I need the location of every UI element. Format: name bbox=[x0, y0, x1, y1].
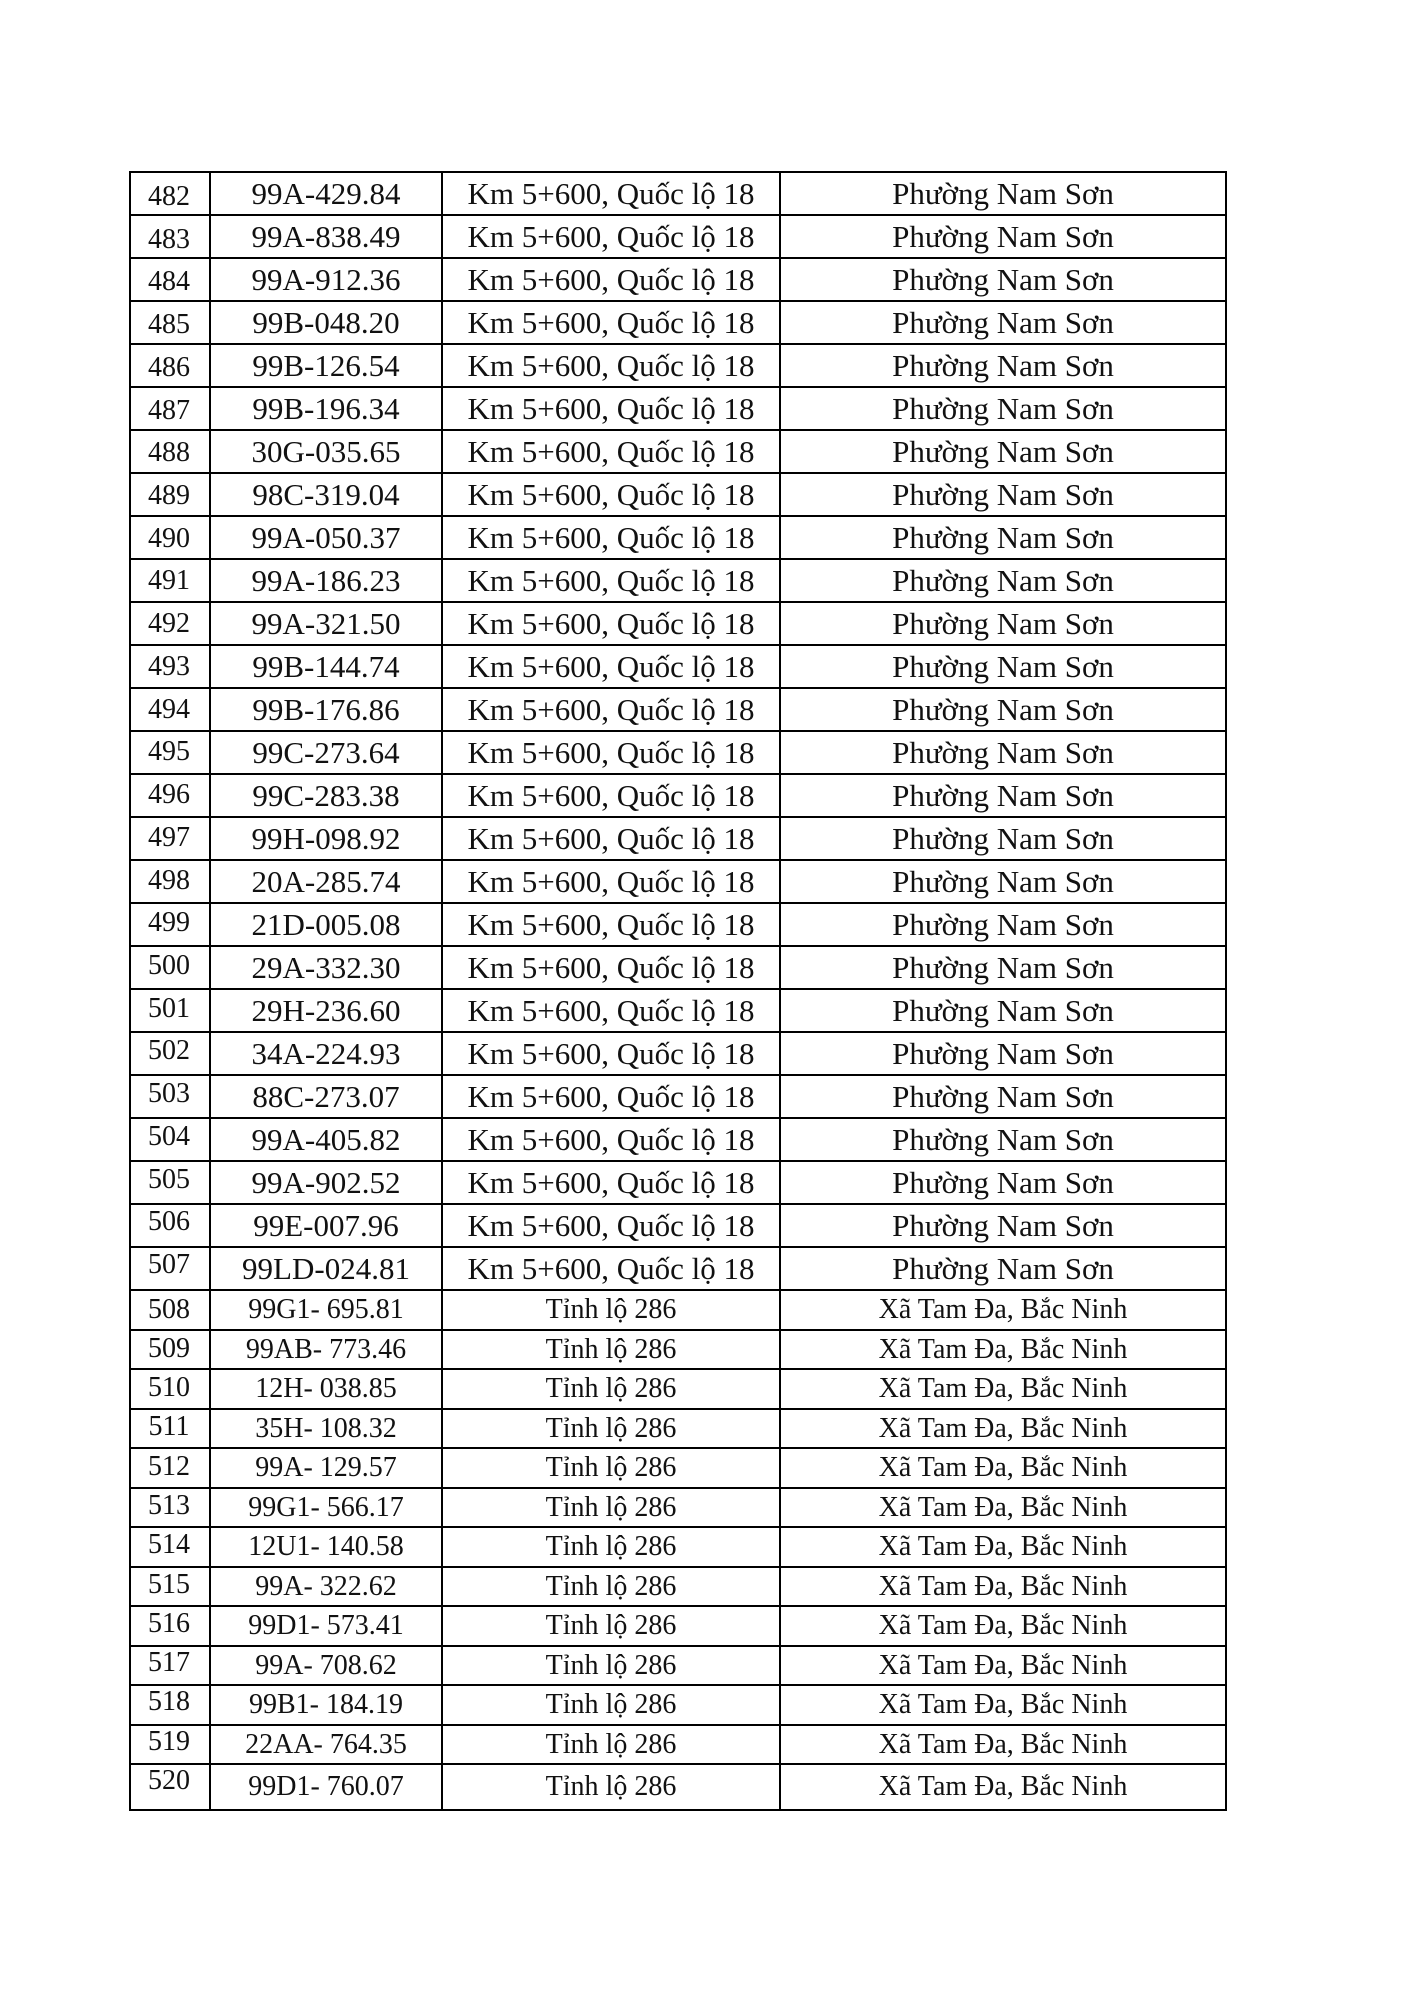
area-cell: Phường Nam Sơn bbox=[892, 390, 1114, 426]
area-cell: Xã Tam Đa, Bắc Ninh bbox=[878, 1571, 1128, 1602]
row-number-cell: 495 bbox=[148, 736, 190, 767]
plate-number-cell: 99A-050.37 bbox=[251, 519, 401, 555]
area-cell: Xã Tam Đa, Bắc Ninh bbox=[878, 1452, 1128, 1483]
row-number-cell: 483 bbox=[148, 224, 190, 255]
table-row-border bbox=[129, 1809, 1227, 1811]
area-cell: Xã Tam Đa, Bắc Ninh bbox=[878, 1771, 1128, 1802]
location-cell: Km 5+600, Quốc lộ 18 bbox=[467, 304, 755, 340]
location-cell: Km 5+600, Quốc lộ 18 bbox=[467, 949, 755, 985]
area-cell: Xã Tam Đa, Bắc Ninh bbox=[878, 1531, 1128, 1562]
plate-number-cell: 99A-321.50 bbox=[251, 605, 401, 641]
location-cell: Tỉnh lộ 286 bbox=[545, 1689, 677, 1720]
row-number-cell: 503 bbox=[148, 1078, 190, 1109]
row-number-cell: 513 bbox=[148, 1490, 190, 1521]
row-number-cell: 492 bbox=[148, 608, 190, 639]
area-cell: Phường Nam Sơn bbox=[892, 562, 1114, 598]
area-cell: Xã Tam Đa, Bắc Ninh bbox=[878, 1729, 1128, 1760]
area-cell: Phường Nam Sơn bbox=[892, 906, 1114, 942]
row-number-cell: 520 bbox=[148, 1765, 190, 1796]
plate-number-cell: 99H-098.92 bbox=[251, 820, 401, 856]
row-number-cell: 507 bbox=[148, 1249, 190, 1280]
row-number-cell: 514 bbox=[148, 1529, 190, 1560]
area-cell: Phường Nam Sơn bbox=[892, 1164, 1114, 1200]
plate-number-cell: 99G1- 695.81 bbox=[248, 1294, 404, 1325]
plate-number-cell: 99B-196.34 bbox=[252, 390, 400, 426]
row-number-cell: 484 bbox=[148, 266, 190, 297]
location-cell: Km 5+600, Quốc lộ 18 bbox=[467, 1164, 755, 1200]
area-cell: Phường Nam Sơn bbox=[892, 218, 1114, 254]
location-cell: Km 5+600, Quốc lộ 18 bbox=[467, 906, 755, 942]
row-number-cell: 511 bbox=[148, 1411, 190, 1442]
area-cell: Phường Nam Sơn bbox=[892, 605, 1114, 641]
area-cell: Xã Tam Đa, Bắc Ninh bbox=[878, 1610, 1128, 1641]
area-cell: Phường Nam Sơn bbox=[892, 519, 1114, 555]
row-number-cell: 498 bbox=[148, 865, 190, 896]
plate-number-cell: 99LD-024.81 bbox=[242, 1250, 410, 1286]
area-cell: Xã Tam Đa, Bắc Ninh bbox=[878, 1334, 1128, 1365]
row-number-cell: 519 bbox=[148, 1726, 190, 1757]
plate-number-cell: 99A-405.82 bbox=[251, 1121, 401, 1157]
plate-number-cell: 34A-224.93 bbox=[251, 1035, 401, 1071]
row-number-cell: 506 bbox=[148, 1206, 190, 1237]
plate-number-cell: 99A-912.36 bbox=[251, 261, 401, 297]
plate-number-cell: 99A-838.49 bbox=[251, 218, 401, 254]
location-cell: Tỉnh lộ 286 bbox=[545, 1413, 677, 1444]
row-number-cell: 493 bbox=[148, 651, 190, 682]
location-cell: Km 5+600, Quốc lộ 18 bbox=[467, 992, 755, 1028]
area-cell: Phường Nam Sơn bbox=[892, 992, 1114, 1028]
plate-number-cell: 99A- 322.62 bbox=[255, 1571, 397, 1602]
location-cell: Tỉnh lộ 286 bbox=[545, 1610, 677, 1641]
row-number-cell: 485 bbox=[148, 309, 190, 340]
location-cell: Km 5+600, Quốc lộ 18 bbox=[467, 261, 755, 297]
location-cell: Km 5+600, Quốc lộ 18 bbox=[467, 1207, 755, 1243]
plate-number-cell: 29A-332.30 bbox=[251, 949, 401, 985]
location-cell: Tỉnh lộ 286 bbox=[545, 1334, 677, 1365]
plate-number-cell: 35H- 108.32 bbox=[255, 1413, 397, 1444]
area-cell: Phường Nam Sơn bbox=[892, 476, 1114, 512]
area-cell: Phường Nam Sơn bbox=[892, 691, 1114, 727]
area-cell: Phường Nam Sơn bbox=[892, 175, 1114, 211]
plate-number-cell: 99D1- 573.41 bbox=[248, 1610, 404, 1641]
area-cell: Phường Nam Sơn bbox=[892, 949, 1114, 985]
row-number-cell: 496 bbox=[148, 779, 190, 810]
plate-number-cell: 88C-273.07 bbox=[252, 1078, 400, 1114]
row-number-cell: 497 bbox=[148, 822, 190, 853]
area-cell: Phường Nam Sơn bbox=[892, 820, 1114, 856]
area-cell: Xã Tam Đa, Bắc Ninh bbox=[878, 1294, 1128, 1325]
row-number-cell: 518 bbox=[148, 1686, 190, 1717]
location-cell: Km 5+600, Quốc lộ 18 bbox=[467, 390, 755, 426]
plate-number-cell: 30G-035.65 bbox=[251, 433, 401, 469]
row-number-cell: 515 bbox=[148, 1569, 190, 1600]
area-cell: Phường Nam Sơn bbox=[892, 347, 1114, 383]
location-cell: Km 5+600, Quốc lộ 18 bbox=[467, 218, 755, 254]
location-cell: Tỉnh lộ 286 bbox=[545, 1492, 677, 1523]
row-number-cell: 486 bbox=[148, 352, 190, 383]
row-number-cell: 500 bbox=[148, 950, 190, 981]
location-cell: Km 5+600, Quốc lộ 18 bbox=[467, 863, 755, 899]
area-cell: Phường Nam Sơn bbox=[892, 863, 1114, 899]
location-cell: Km 5+600, Quốc lộ 18 bbox=[467, 1078, 755, 1114]
area-cell: Phường Nam Sơn bbox=[892, 1250, 1114, 1286]
row-number-cell: 494 bbox=[148, 694, 190, 725]
plate-number-cell: 21D-005.08 bbox=[251, 906, 401, 942]
location-cell: Tỉnh lộ 286 bbox=[545, 1373, 677, 1404]
area-cell: Phường Nam Sơn bbox=[892, 261, 1114, 297]
plate-number-cell: 99B-048.20 bbox=[252, 304, 400, 340]
plate-number-cell: 99E-007.96 bbox=[253, 1207, 399, 1243]
plate-number-cell: 98C-319.04 bbox=[252, 476, 400, 512]
plate-number-cell: 99B-144.74 bbox=[252, 648, 400, 684]
area-cell: Phường Nam Sơn bbox=[892, 304, 1114, 340]
area-cell: Xã Tam Đa, Bắc Ninh bbox=[878, 1689, 1128, 1720]
location-cell: Km 5+600, Quốc lộ 18 bbox=[467, 820, 755, 856]
row-number-cell: 501 bbox=[148, 993, 190, 1024]
area-cell: Xã Tam Đa, Bắc Ninh bbox=[878, 1413, 1128, 1444]
area-cell: Phường Nam Sơn bbox=[892, 734, 1114, 770]
plate-number-cell: 99B-126.54 bbox=[252, 347, 400, 383]
plate-number-cell: 12H- 038.85 bbox=[255, 1373, 397, 1404]
plate-number-cell: 99B-176.86 bbox=[252, 691, 400, 727]
location-cell: Km 5+600, Quốc lộ 18 bbox=[467, 175, 755, 211]
location-cell: Km 5+600, Quốc lộ 18 bbox=[467, 347, 755, 383]
violations-table bbox=[129, 171, 1227, 1811]
plate-number-cell: 99A- 129.57 bbox=[255, 1452, 397, 1483]
plate-number-cell: 99A-902.52 bbox=[251, 1164, 401, 1200]
area-cell: Phường Nam Sơn bbox=[892, 648, 1114, 684]
row-number-cell: 504 bbox=[148, 1121, 190, 1152]
plate-number-cell: 99A- 708.62 bbox=[255, 1650, 397, 1681]
plate-number-cell: 99C-283.38 bbox=[252, 777, 400, 813]
location-cell: Tỉnh lộ 286 bbox=[545, 1571, 677, 1602]
plate-number-cell: 99A-429.84 bbox=[251, 175, 401, 211]
row-number-cell: 499 bbox=[148, 907, 190, 938]
row-number-cell: 508 bbox=[148, 1294, 190, 1325]
area-cell: Phường Nam Sơn bbox=[892, 777, 1114, 813]
row-number-cell: 505 bbox=[148, 1164, 190, 1195]
location-cell: Km 5+600, Quốc lộ 18 bbox=[467, 1035, 755, 1071]
row-number-cell: 516 bbox=[148, 1608, 190, 1639]
row-number-cell: 482 bbox=[148, 181, 190, 212]
row-number-cell: 509 bbox=[148, 1333, 190, 1364]
plate-number-cell: 99G1- 566.17 bbox=[248, 1492, 404, 1523]
location-cell: Tỉnh lộ 286 bbox=[545, 1729, 677, 1760]
location-cell: Km 5+600, Quốc lộ 18 bbox=[467, 734, 755, 770]
plate-number-cell: 20A-285.74 bbox=[251, 863, 401, 899]
location-cell: Km 5+600, Quốc lộ 18 bbox=[467, 562, 755, 598]
location-cell: Km 5+600, Quốc lộ 18 bbox=[467, 519, 755, 555]
location-cell: Km 5+600, Quốc lộ 18 bbox=[467, 648, 755, 684]
area-cell: Xã Tam Đa, Bắc Ninh bbox=[878, 1492, 1128, 1523]
row-number-cell: 490 bbox=[148, 523, 190, 554]
location-cell: Km 5+600, Quốc lộ 18 bbox=[467, 691, 755, 727]
table-column-border bbox=[1225, 171, 1227, 1811]
plate-number-cell: 99B1- 184.19 bbox=[249, 1689, 403, 1720]
row-number-cell: 512 bbox=[148, 1451, 190, 1482]
location-cell: Tỉnh lộ 286 bbox=[545, 1650, 677, 1681]
row-number-cell: 491 bbox=[148, 565, 190, 596]
area-cell: Phường Nam Sơn bbox=[892, 1121, 1114, 1157]
area-cell: Phường Nam Sơn bbox=[892, 1207, 1114, 1243]
location-cell: Tỉnh lộ 286 bbox=[545, 1294, 677, 1325]
area-cell: Xã Tam Đa, Bắc Ninh bbox=[878, 1650, 1128, 1681]
row-number-cell: 502 bbox=[148, 1035, 190, 1066]
location-cell: Km 5+600, Quốc lộ 18 bbox=[467, 476, 755, 512]
plate-number-cell: 99A-186.23 bbox=[251, 562, 401, 598]
row-number-cell: 487 bbox=[148, 395, 190, 426]
location-cell: Km 5+600, Quốc lộ 18 bbox=[467, 433, 755, 469]
location-cell: Km 5+600, Quốc lộ 18 bbox=[467, 1121, 755, 1157]
plate-number-cell: 29H-236.60 bbox=[251, 992, 401, 1028]
area-cell: Phường Nam Sơn bbox=[892, 1035, 1114, 1071]
row-number-cell: 517 bbox=[148, 1647, 190, 1678]
location-cell: Tỉnh lộ 286 bbox=[545, 1531, 677, 1562]
area-cell: Xã Tam Đa, Bắc Ninh bbox=[878, 1373, 1128, 1404]
area-cell: Phường Nam Sơn bbox=[892, 1078, 1114, 1114]
row-number-cell: 488 bbox=[148, 437, 190, 468]
plate-number-cell: 22AA- 764.35 bbox=[245, 1729, 407, 1760]
plate-number-cell: 12U1- 140.58 bbox=[248, 1531, 404, 1562]
location-cell: Tỉnh lộ 286 bbox=[545, 1771, 677, 1802]
location-cell: Tỉnh lộ 286 bbox=[545, 1452, 677, 1483]
location-cell: Km 5+600, Quốc lộ 18 bbox=[467, 605, 755, 641]
plate-number-cell: 99AB- 773.46 bbox=[245, 1334, 407, 1365]
plate-number-cell: 99C-273.64 bbox=[252, 734, 400, 770]
plate-number-cell: 99D1- 760.07 bbox=[248, 1771, 404, 1802]
area-cell: Phường Nam Sơn bbox=[892, 433, 1114, 469]
row-number-cell: 489 bbox=[148, 480, 190, 511]
location-cell: Km 5+600, Quốc lộ 18 bbox=[467, 777, 755, 813]
row-number-cell: 510 bbox=[148, 1372, 190, 1403]
location-cell: Km 5+600, Quốc lộ 18 bbox=[467, 1250, 755, 1286]
